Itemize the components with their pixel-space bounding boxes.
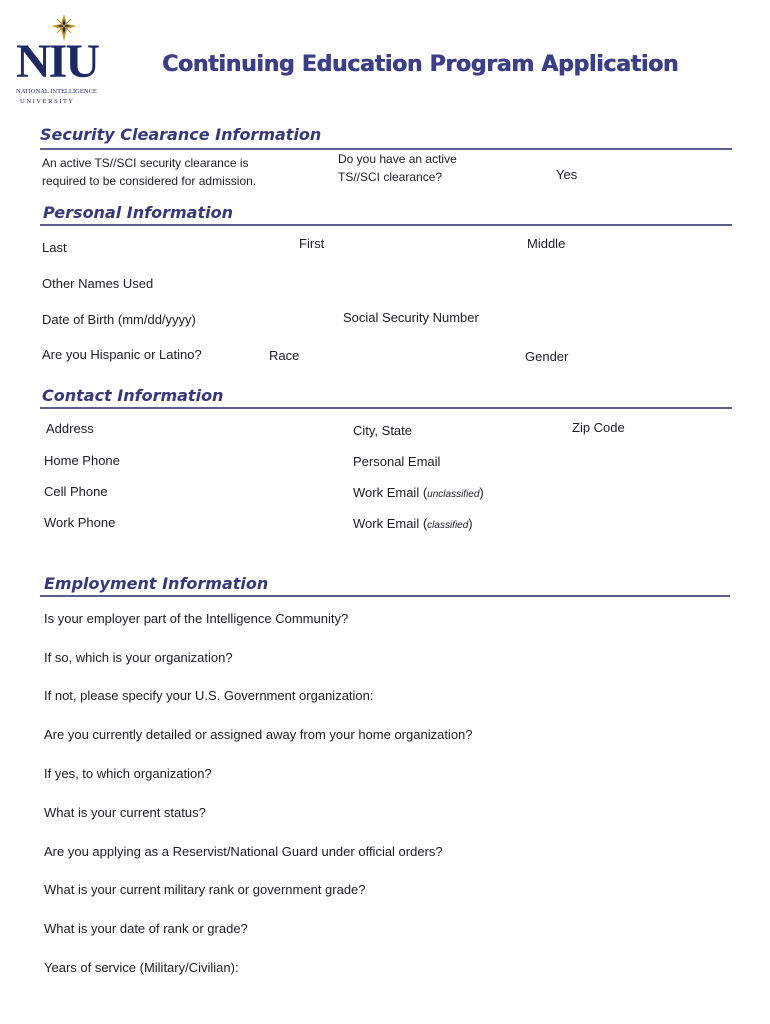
first-name-label: First <box>299 236 325 251</box>
employment-question: What is your current status? <box>44 805 206 820</box>
other-names-label: Other Names Used <box>42 276 154 291</box>
clearance-note-line-2: required to be considered for admission. <box>42 174 257 188</box>
employment-divider <box>40 595 730 597</box>
page-title: Continuing Education Program Application <box>162 52 679 77</box>
clearance-note-line-1: An active TS//SCI security clearance is <box>42 156 249 170</box>
employment-question: Are you applying as a Reservist/National Guard under official orders? <box>44 844 443 859</box>
zip-code-label: Zip Code <box>572 420 625 435</box>
employment-question: If so, which is your organization? <box>44 650 233 665</box>
employment-question: Are you currently detailed or assigned away from your home organization? <box>44 727 473 742</box>
clearance-question-line-2: TS//SCI clearance? <box>338 170 443 184</box>
middle-name-label: Middle <box>527 236 566 251</box>
cell-phone-label: Cell Phone <box>44 484 108 499</box>
logo-line-2: U N I V E R S I T Y <box>20 98 73 105</box>
contact-heading: Contact Information <box>42 386 224 405</box>
employment-question: Years of service (Military/Civilian): <box>44 960 239 975</box>
home-phone-label: Home Phone <box>44 453 120 468</box>
contact-divider <box>40 407 732 409</box>
security-heading: Security Clearance Information <box>40 125 322 144</box>
employment-question: Is your employer part of the Intelligence Community? <box>44 611 349 626</box>
gender-label: Gender <box>525 349 569 364</box>
work-email-unclassified-label <box>353 485 484 500</box>
ssn-label: Social Security Number <box>343 310 479 325</box>
hispanic-label: Are you Hispanic or Latino? <box>42 347 202 362</box>
city-state-label: City, State <box>353 423 413 438</box>
security-divider <box>40 148 732 150</box>
close-paren: ) <box>479 485 484 500</box>
classified-text: classified <box>427 520 469 531</box>
personal-divider <box>40 224 732 226</box>
work-email-prefix: Work Email ( <box>353 516 428 531</box>
close-paren: ) <box>468 516 473 531</box>
personal-email-label: Personal Email <box>353 454 441 469</box>
work-email-prefix: Work Email ( <box>353 485 428 500</box>
employment-question: If yes, to which organization? <box>44 766 212 781</box>
employment-question: What is your current military rank or government grade? <box>44 882 366 897</box>
employment-question: What is your date of rank or grade? <box>44 921 248 936</box>
work-phone-label: Work Phone <box>44 515 116 530</box>
work-email-classified-label <box>353 516 473 531</box>
dob-label: Date of Birth (mm/dd/yyyy) <box>42 312 196 327</box>
logo-letters: NIU <box>16 35 99 88</box>
address-label: Address <box>46 421 94 436</box>
last-name-label: Last <box>42 240 67 255</box>
clearance-question-line-1: Do you have an active <box>338 152 457 166</box>
personal-heading: Personal Information <box>43 203 233 222</box>
clearance-answer[interactable]: Yes <box>556 167 578 182</box>
unclassified-text: unclassified <box>427 489 480 500</box>
employment-heading: Employment Information <box>44 574 269 593</box>
employment-question: If not, please specify your U.S. Government organization: <box>44 688 374 703</box>
niu-logo <box>14 14 116 110</box>
logo-line-1: NATIONAL INTELLIGENCE <box>16 88 97 95</box>
race-label: Race <box>269 348 300 363</box>
